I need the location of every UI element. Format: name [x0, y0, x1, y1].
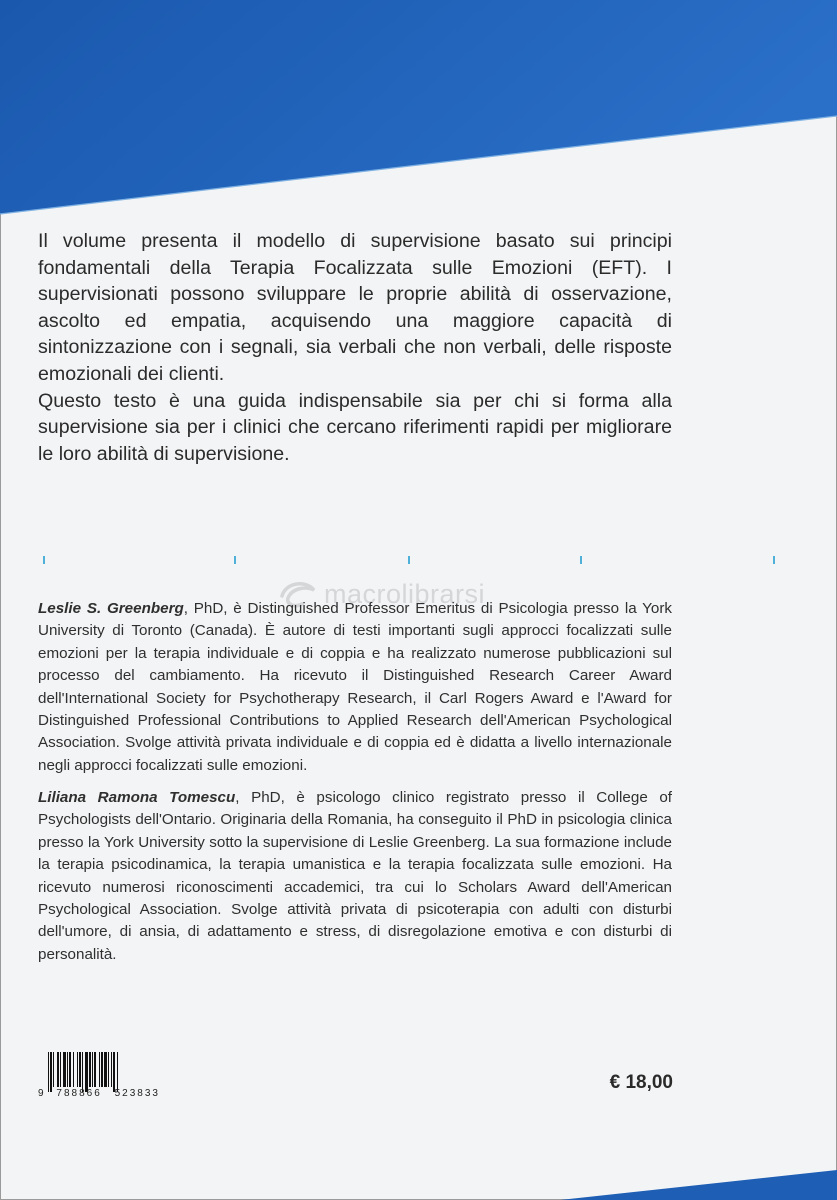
separator-tick — [408, 556, 410, 564]
author-name-1: Leslie S. Greenberg — [38, 600, 184, 617]
price-label: € 18,00 — [609, 1072, 673, 1093]
author-bio-text-1: , PhD, è Distinguished Professor Emeritus di Psicologia presso la York University di Toronto (Canada). È autore di testi importanti sugli approcci focalizzati sulle emozioni per la terapia individuale e di coppia e ha realizzato numerose pubblicazioni sul processo del cambiamento. Ha ricevuto il Distinguished Research Career Award dell'International Society for Psychotherapy Research, il Carl Rogers Award e l'Award for Distinguished Professional Contributions to Applied Research dell'American Psychological Association. Svolge attività privata individuale e di coppia ed è didatta a livello internazionale negli approcci focalizzati sulle emozioni. — [38, 600, 672, 774]
separator-tick — [43, 556, 45, 564]
separator-tick — [234, 556, 236, 564]
author-bio-text-2: , PhD, è psicologo clinico registrato presso il College of Psychologists dell'Ontario. Originaria della Romania, ha conseguito il PhD in psicologia clinica presso la York University sotto la supervisione di Leslie Greenberg. La sua formazione include la terapia psicodinamica, la terapia umanistica e la terapia focalizzata sulle emozioni. Ha ricevuto numerosi riconoscimenti accademici, tra cui lo Scholars Award dell'American Psychological Association. Svolge attività privata di psicoterapia con adulti con disturbi dell'umore, di ansia, di adattamento e stress, di disregolazione emotiva e con disturbi di personalità. — [38, 789, 673, 963]
separator-ticks — [0, 556, 837, 566]
author-bio-1 — [38, 598, 672, 777]
isbn-barcode — [38, 1052, 160, 1116]
isbn-lead-digit: 9 — [38, 1088, 44, 1099]
isbn-group-2: 523833 — [114, 1088, 160, 1099]
watermark-text: macrolibrarsi — [324, 578, 486, 609]
blurb-paragraph-1: Il volume presenta il modello di supervisione basato sui principi fondamentali della Terapia Focalizzata sulle Emozioni (EFT). I supervisionati possono sviluppare le proprie abilità di osservazione, ascolto ed empatia, acquisendo una maggiore capacità di sintonizzazione con i segnali, sia verbali che non verbali, delle risposte emozionali dei clienti. — [38, 230, 672, 385]
separator-tick — [580, 556, 582, 564]
author-name-2: Liliana Ramona Tomescu — [38, 789, 236, 806]
blurb-paragraph-2: Questo testo è una guida indispensabile sia per chi si forma alla supervisione sia per i clinici che cercano riferimenti rapidi per migliorare le loro abilità di supervisione. — [38, 389, 672, 465]
back-cover-blurb — [38, 228, 672, 467]
isbn-digits — [38, 1088, 160, 1099]
bottom-blue-band — [0, 1160, 837, 1200]
isbn-group-1: 788866 — [56, 1088, 102, 1099]
top-blue-band — [0, 0, 837, 230]
separator-tick — [773, 556, 775, 564]
author-bio-2 — [38, 787, 672, 966]
